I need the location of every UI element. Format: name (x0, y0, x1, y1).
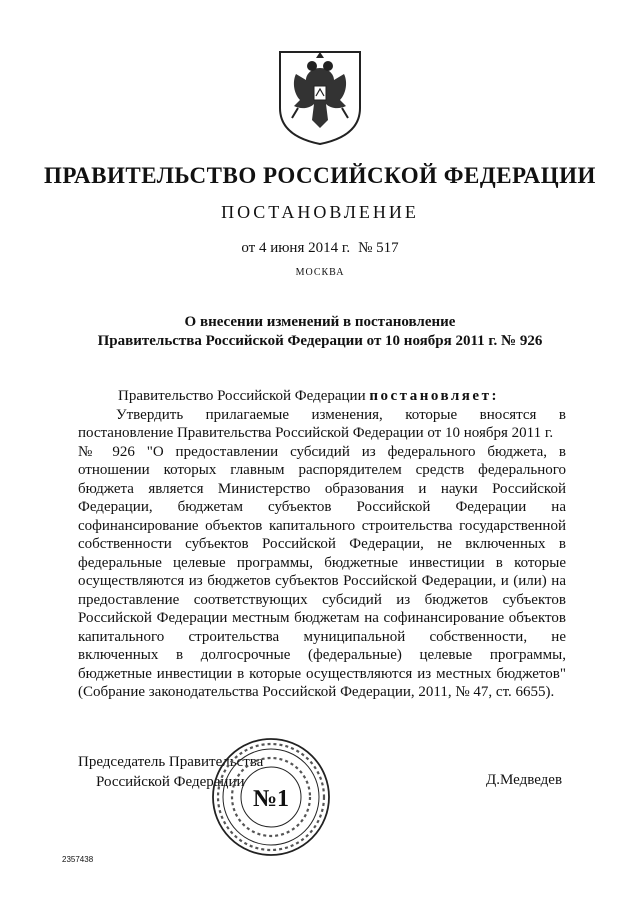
document-code: 2357438 (62, 855, 94, 864)
subject-line: Правительства Российской Федерации от 10 ноября 2011 г. № 926 (97, 333, 543, 349)
body-line: (Собрание законодательства Российской Федерации, 2011, № 47, ст. 6655). (78, 684, 555, 700)
body-line: бюджетные инвестиции в которые осуществляются из местных бюджетов" (78, 665, 566, 682)
date-number-line (0, 240, 640, 257)
signatory-title-line: Председатель Правительства (78, 754, 264, 770)
body-line: Российской Федерации местным бюджетам на софинансирование объектов (78, 610, 566, 626)
document-number: № 517 (358, 240, 399, 256)
body-line: софинансирование объектов капитального строительства государственной (78, 517, 566, 534)
city-name: МОСКВА (295, 267, 345, 278)
body-line: бюджета является Министерство образования и науки Российской (78, 480, 566, 497)
decree-lead (78, 387, 566, 406)
body-line: отношении которых главным распорядителем средств федерального (78, 462, 566, 478)
body-line: осуществляются из бюджетов субъектов Российской Федерации, и (или) на (78, 573, 566, 589)
body-line: постановление Правительства Российской Федерации от 10 ноября 2011 г. (78, 425, 554, 441)
body-line: № 926 "О предоставлении субсидий из федерального бюджета, в (78, 443, 566, 460)
document-date: от 4 июня 2014 г. (241, 240, 351, 256)
body-line: капитального строительства муниципальной собственности, не (78, 628, 566, 645)
body-line: Утвердить прилагаемые изменения, которые вносятся в (116, 406, 566, 423)
signatory-title-line: Российской Федерации (96, 774, 245, 790)
body-line: включенных в долгосрочные (федеральные) целевые программы, (78, 647, 566, 663)
body-line: федеральные целевые программы, бюджетные инвестиции в которые (78, 554, 566, 571)
document-type: ПОСТАНОВЛЕНИЕ (221, 202, 419, 222)
official-stamp (210, 736, 332, 858)
body-line: собственности субъектов Российской Федерации, не включенных в (78, 536, 566, 552)
government-title: ПРАВИТЕЛЬСТВО РОССИЙСКОЙ ФЕДЕРАЦИИ (44, 163, 596, 188)
signatory-name: Д.Медведев (486, 772, 563, 788)
decree-lead-text: Правительство Российской Федерации (118, 388, 366, 404)
stamp-number: №1 (252, 786, 290, 812)
coat-of-arms-emblem (272, 46, 368, 146)
subject-line: О внесении изменений в постановление (184, 314, 456, 330)
document-body (78, 387, 566, 702)
document-subject (0, 313, 640, 351)
decree-word: постановляет: (369, 388, 499, 404)
body-line: предоставление соответствующих субсидий из бюджетов субъектов (78, 591, 566, 608)
body-line: Федерации, бюджетам субъектов Российской Федерации на (78, 499, 566, 515)
